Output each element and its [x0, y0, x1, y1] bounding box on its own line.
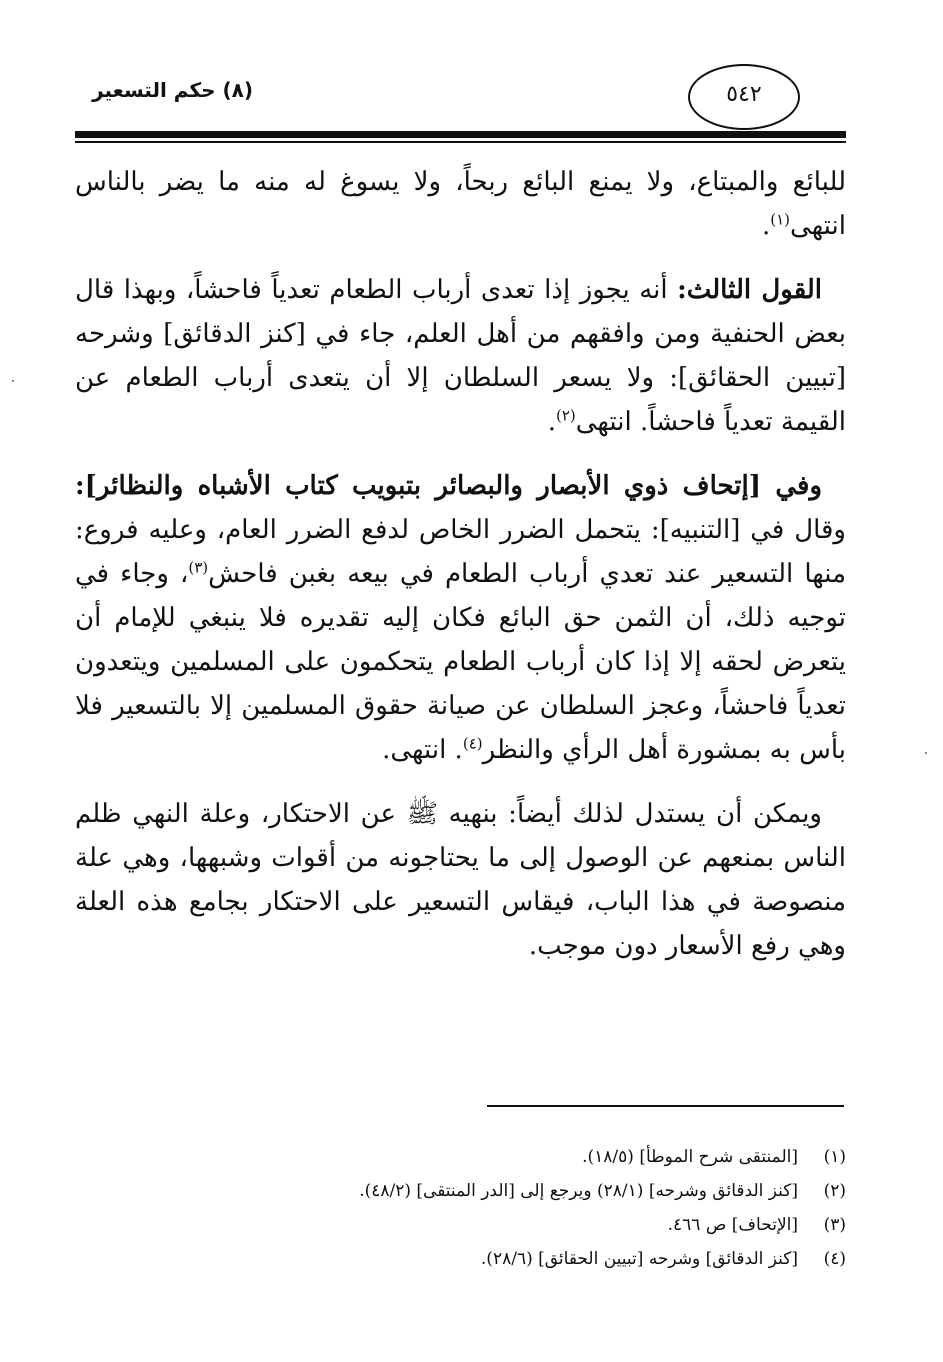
paragraph-3-end: . انتهى.: [382, 735, 463, 765]
scan-speck: [12, 380, 14, 382]
footnote-2-number: (٢): [823, 1181, 846, 1201]
page-number: ٥٤٢: [726, 82, 762, 107]
paragraph-1-end: .: [761, 211, 771, 241]
footnote-3-number: (٣): [823, 1215, 846, 1235]
paragraph-2-end: .: [547, 407, 556, 437]
chapter-title: (٨) حكم التسعير: [92, 78, 253, 102]
paragraph-3-text-a: وقال في [التنبيه]: يتحمل الضرر الخاص لدفع الضرر العام، وعليه فروع: منها التسعير عند تعدي أرباب الطعام في بيعه بغبن فاحش: [75, 515, 846, 589]
scan-speck: [925, 752, 927, 754]
paragraph-1-text: للبائع والمبتاع، ولا يمنع البائع ربحاً، ولا يسوغ له منه ما يضر بالناس انتهى: [75, 167, 846, 241]
footnote-1-number: (١): [823, 1147, 846, 1167]
footnote-1: [75, 1140, 846, 1174]
third-opinion-heading: القول الثالث:: [677, 275, 822, 305]
main-text: [75, 160, 846, 988]
paragraph-2: [75, 268, 846, 444]
footnote-1-text: [المنتقى شرح الموطأ] (١٨/٥).: [582, 1147, 798, 1167]
paragraph-4: [75, 792, 846, 968]
paragraph-2-text: أنه يجوز إذا تعدى أرباب الطعام تعدياً فاحشاً، وبهذا قال بعض الحنفية ومن وافقهم من أهل العلم، جاء في [كنز الدقائق] وشرحه [تبيين الحقائق]: ولا يسعر السلطان إلا أن يتعدى أرباب الطعام عن القيمة تعدياً فاحشاً. انتهى: [75, 275, 846, 437]
footnote-ref-3: (٣): [188, 558, 209, 577]
footnote-2-text: [كنز الدقائق وشرحه] (٢٨/١) ويرجع إلى [الدر المنتقى] (٤٨/٢).: [359, 1181, 798, 1201]
footnotes: [75, 1140, 846, 1276]
header-rule-thick: [75, 131, 846, 138]
footnote-2: [75, 1174, 846, 1208]
footnote-separator: [487, 1105, 844, 1107]
footnote-3-text: [الإتحاف] ص ٤٦٦.: [667, 1215, 798, 1235]
footnote-ref-4: (٤): [462, 734, 483, 753]
footnote-ref-1: (١): [770, 210, 791, 229]
footnote-4-number: (٤): [823, 1249, 846, 1269]
footnote-3: [75, 1208, 846, 1242]
paragraph-3-text-b: ، وجاء في توجيه ذلك، أن الثمن حق البائع فكان إليه تقديره فلا ينبغي للإمام أن يتعرض لحقه إلا إذا كان أرباب الطعام يتحكمون على المسلمين ويتعدون تعدياً فاحشاً، وعجز السلطان عن صيانة حقوق المسلمين إلا بالتسعير فلا بأس به بمشورة أهل الرأي والنظر: [75, 559, 846, 765]
ithaf-heading: وفي [إتحاف ذوي الأبصار والبصائر بتبويب كتاب الأشباه والنظائر]:: [75, 471, 822, 501]
footnote-4: [75, 1242, 846, 1276]
paragraph-4-text: ويمكن أن يستدل لذلك أيضاً: بنهيه ﷺ عن الاحتكار، وعلة النهي ظلم الناس بمنعهم عن الوصول إلى ما يحتاجونه من أقوات وشبهها، وهي علة منصوصة في هذا الباب، فيقاس التسعير على الاحتكار بجامع هذه العلة وهي رفع الأسعار دون موجب.: [75, 799, 847, 961]
paragraph-3: [75, 464, 846, 772]
footnote-ref-2: (٢): [555, 406, 576, 425]
header-rule-thin: [75, 141, 846, 143]
paragraph-1: [75, 160, 846, 248]
footnote-4-text: [كنز الدقائق] وشرحه [تبيين الحقائق] (٢٨/٦).: [480, 1249, 798, 1269]
